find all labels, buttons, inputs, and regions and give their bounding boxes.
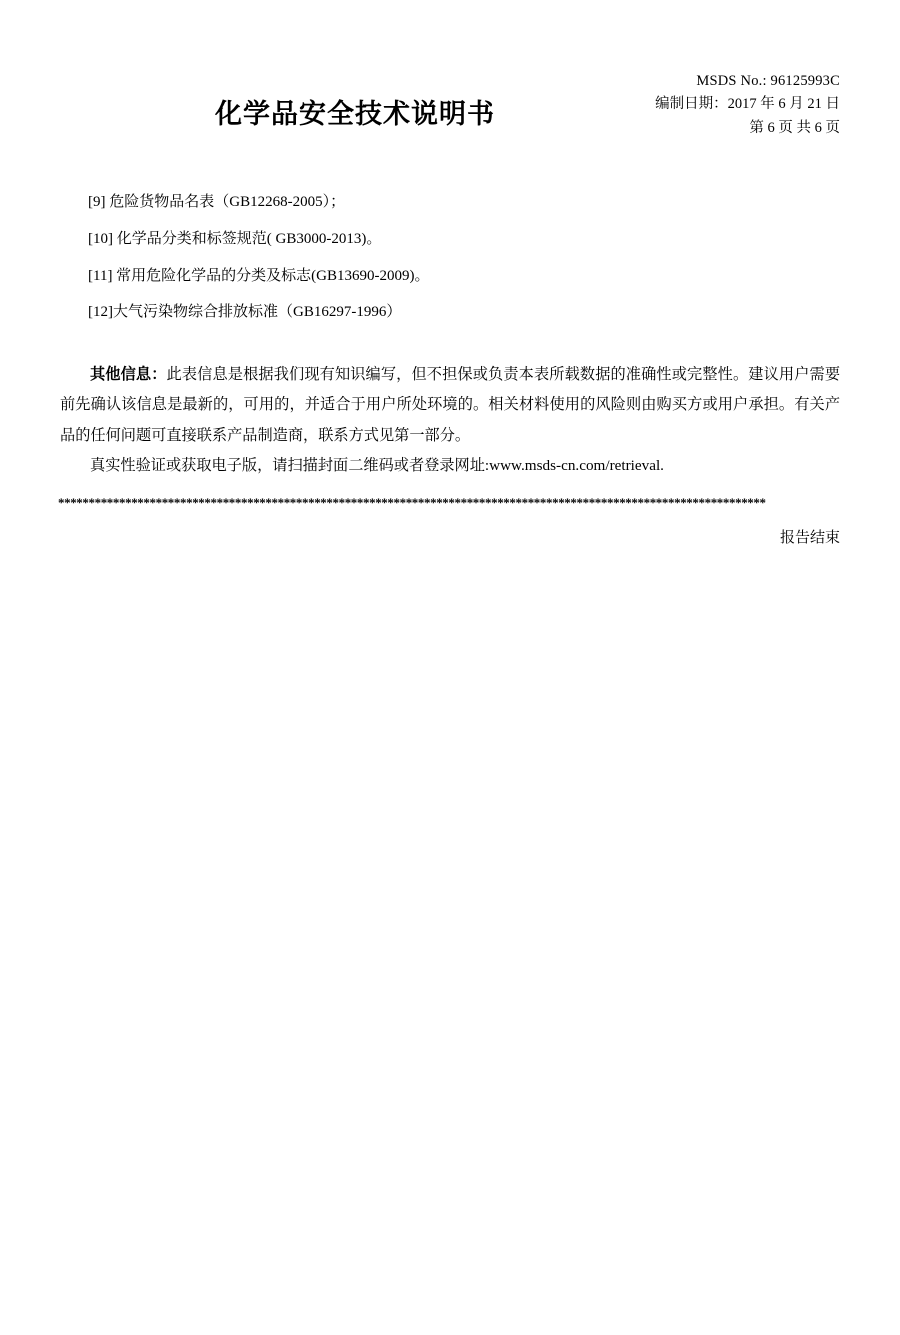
page-header [60,62,840,158]
compile-date: 编制日期：2017 年 6 月 21 日 [655,96,840,113]
header-meta [655,70,840,140]
list-item: [12]大气污染物综合排放标准（GB16297-1996） [88,304,402,321]
verification-text: 真实性验证或获取电子版，请扫描封面二维码或者登录网址:www.msds-cn.com/retrieval. [90,457,664,475]
document-title: 化学品安全技术说明书 [215,99,495,129]
other-info-label: 其他信息： [90,366,167,383]
reference-list [0,192,900,324]
separator-line: ******************************************************************************************************************** [58,495,766,510]
other-info-paragraph: 此表信息是根据我们现有知识编写，但不担保或负责本表所载数据的准确性或完整性。建议用户需要前先确认该信息是最新的，可用的，并适合于用户所处环境的。相关材料使用的风险则由购买方或用户承担。有关产品的任何问题可直接联系产品制造商，联系方式见第一部分。 [60,366,841,444]
list-item: [11] 常用危险化学品的分类及标志(GB13690-2009)。 [88,267,430,284]
list-item: [10] 化学品分类和标签规范( GB3000-2013)。 [88,230,382,247]
report-end-label: 报告结束 [779,529,840,546]
other-information-section [60,360,840,451]
page-number: 第 6 页 共 6 页 [749,119,840,136]
list-item: [9] 危险货物品名表（GB12268-2005）； [88,194,346,210]
msds-number: MSDS No.: 96125993C [696,73,840,89]
verification-line [60,451,840,481]
document-page [0,62,900,1335]
